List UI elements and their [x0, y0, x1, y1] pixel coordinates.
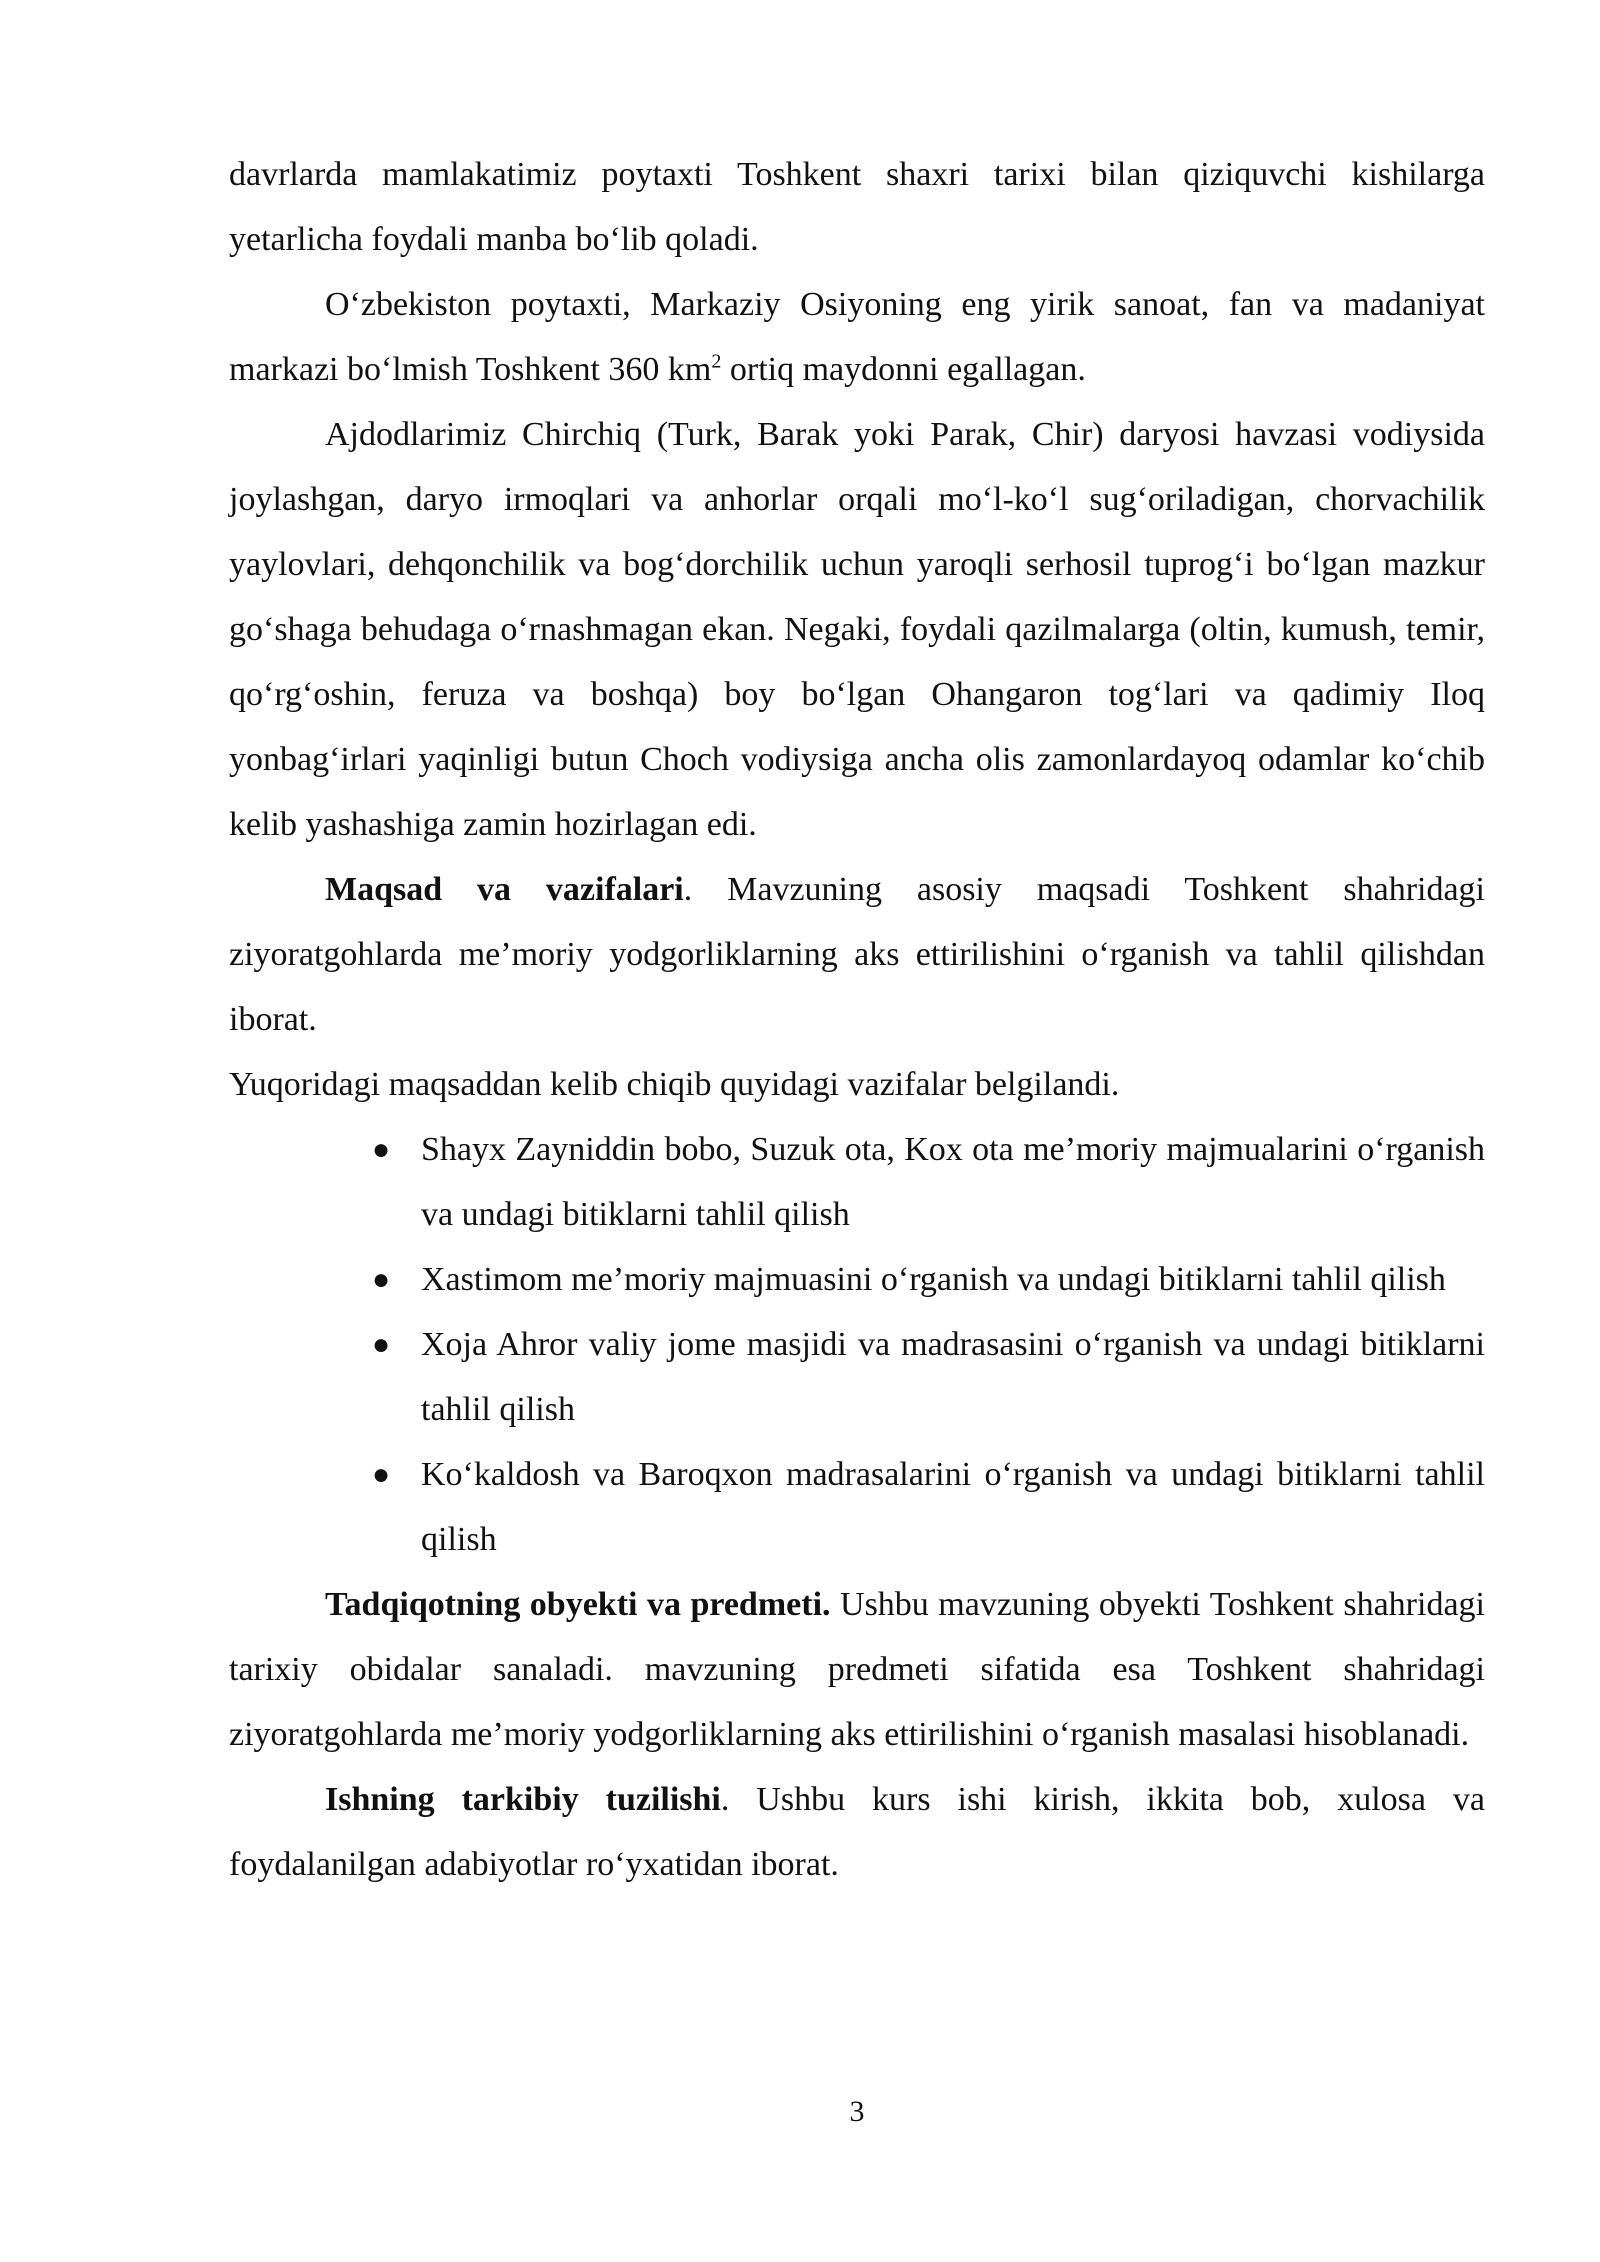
paragraph-text: ortiq maydonni egallagan.	[721, 351, 1086, 388]
paragraph-capital-area	[229, 272, 1485, 402]
section-heading-object-subject: Tadqiqotning obyekti va predmeti.	[325, 1586, 831, 1623]
list-item-text: Ko‘kaldosh va Baroqxon madrasalarini o‘rganish va undagi bitiklarni tahlil qilish	[421, 1456, 1485, 1558]
paragraph-text: Yuqoridagi maqsaddan kelib chiqib quyidagi vazifalar belgilandi.	[229, 1066, 1120, 1103]
paragraph-text: . Mavzuning asosiy maqsadi Toshkent shahridagi ziyoratgohlarda me’moriy yodgorliklarning aks ettirilishini o‘rganish va tahlil qilishdan iborat.	[229, 871, 1486, 1038]
bullet-icon: ●	[372, 1133, 391, 1166]
page-body	[229, 142, 1485, 1897]
paragraph-text: Ushbu mavzuning obyekti Toshkent shahridagi tarixiy obidalar sanaladi. mavzuning predmeti sifatida esa Toshkent shahridagi ziyoratgohlarda me’moriy yodgorliklarning aks ettirilishini o‘rganish masalasi hisoblanadi.	[229, 1586, 1485, 1753]
bullet-icon: ●	[372, 1263, 391, 1296]
paragraph-object-subject	[229, 1572, 1485, 1767]
list-item	[229, 1312, 1485, 1442]
paragraph-text: . Ushbu kurs ishi kirish, ikkita bob, xulosa va foydalanilgan adabiyotlar ro‘yxatidan iborat.	[229, 1781, 1485, 1883]
paragraph-text: Ajdodlarimiz Chirchiq (Turk, Barak yoki Parak, Chir) daryosi havzasi vodiysida joylashgan, daryo irmoqlari va anhorlar orqali mo‘l-ko‘l sug‘oriladigan, chorvachilik yaylovlari, dehqonchilik va bog‘dorchilik uchun yaroqli serhosil tuprog‘i bo‘lgan mazkur go‘shaga behudaga o‘rnashmagan ekan. Negaki, foydali qazilmalarga (oltin, kumush, temir, qo‘rg‘oshin, feruza va boshqa) boy bo‘lgan Ohangaron tog‘lari va qadimiy Iloq yonbag‘irlari yaqinligi butun Choch vodiysiga ancha olis zamonlardayoq odamlar ko‘chib kelib yashashiga zamin hozirlagan edi.	[229, 416, 1485, 843]
paragraph-tasks-intro	[229, 1052, 1485, 1117]
paragraph-structure	[229, 1767, 1485, 1897]
paragraph-text: O‘zbekiston poytaxti, Markaziy Osiyoning eng yirik sanoat, fan va madaniyat markazi bo‘lmish Toshkent 360 km	[229, 286, 1485, 388]
paragraph-text: davrlarda mamlakatimiz poytaxti Toshkent shaxri tarixi bilan qiziquvchi kishilarga yetarlicha foydali manba bo‘lib qoladi.	[229, 156, 1485, 258]
list-item	[229, 1442, 1485, 1572]
list-item-text: Xastimom me’moriy majmuasini o‘rganish va undagi bitiklarni tahlil qilish	[421, 1261, 1446, 1298]
list-item	[229, 1247, 1485, 1312]
section-heading-goals: Maqsad va vazifalari	[325, 871, 684, 908]
superscript-2: 2	[711, 350, 722, 373]
list-item-text: Xoja Ahror valiy jome masjidi va madrasasini o‘rganish va undagi bitiklarni tahlil qilish	[421, 1326, 1485, 1428]
paragraph-intro-continuation	[229, 142, 1485, 272]
paragraph-goals	[229, 857, 1485, 1052]
bullet-icon: ●	[372, 1458, 391, 1491]
section-heading-structure: Ishning tarkibiy tuzilishi	[325, 1781, 721, 1818]
bullet-icon: ●	[372, 1328, 391, 1361]
page-number: 3	[849, 2095, 865, 2128]
list-item-text: Shayx Zayniddin bobo, Suzuk ota, Kox ota me’moriy majmualarini o‘rganish va undagi bitiklarni tahlil qilish	[421, 1131, 1485, 1233]
tasks-list	[229, 1117, 1485, 1572]
paragraph-ancestors	[229, 402, 1485, 857]
list-item	[229, 1117, 1485, 1247]
